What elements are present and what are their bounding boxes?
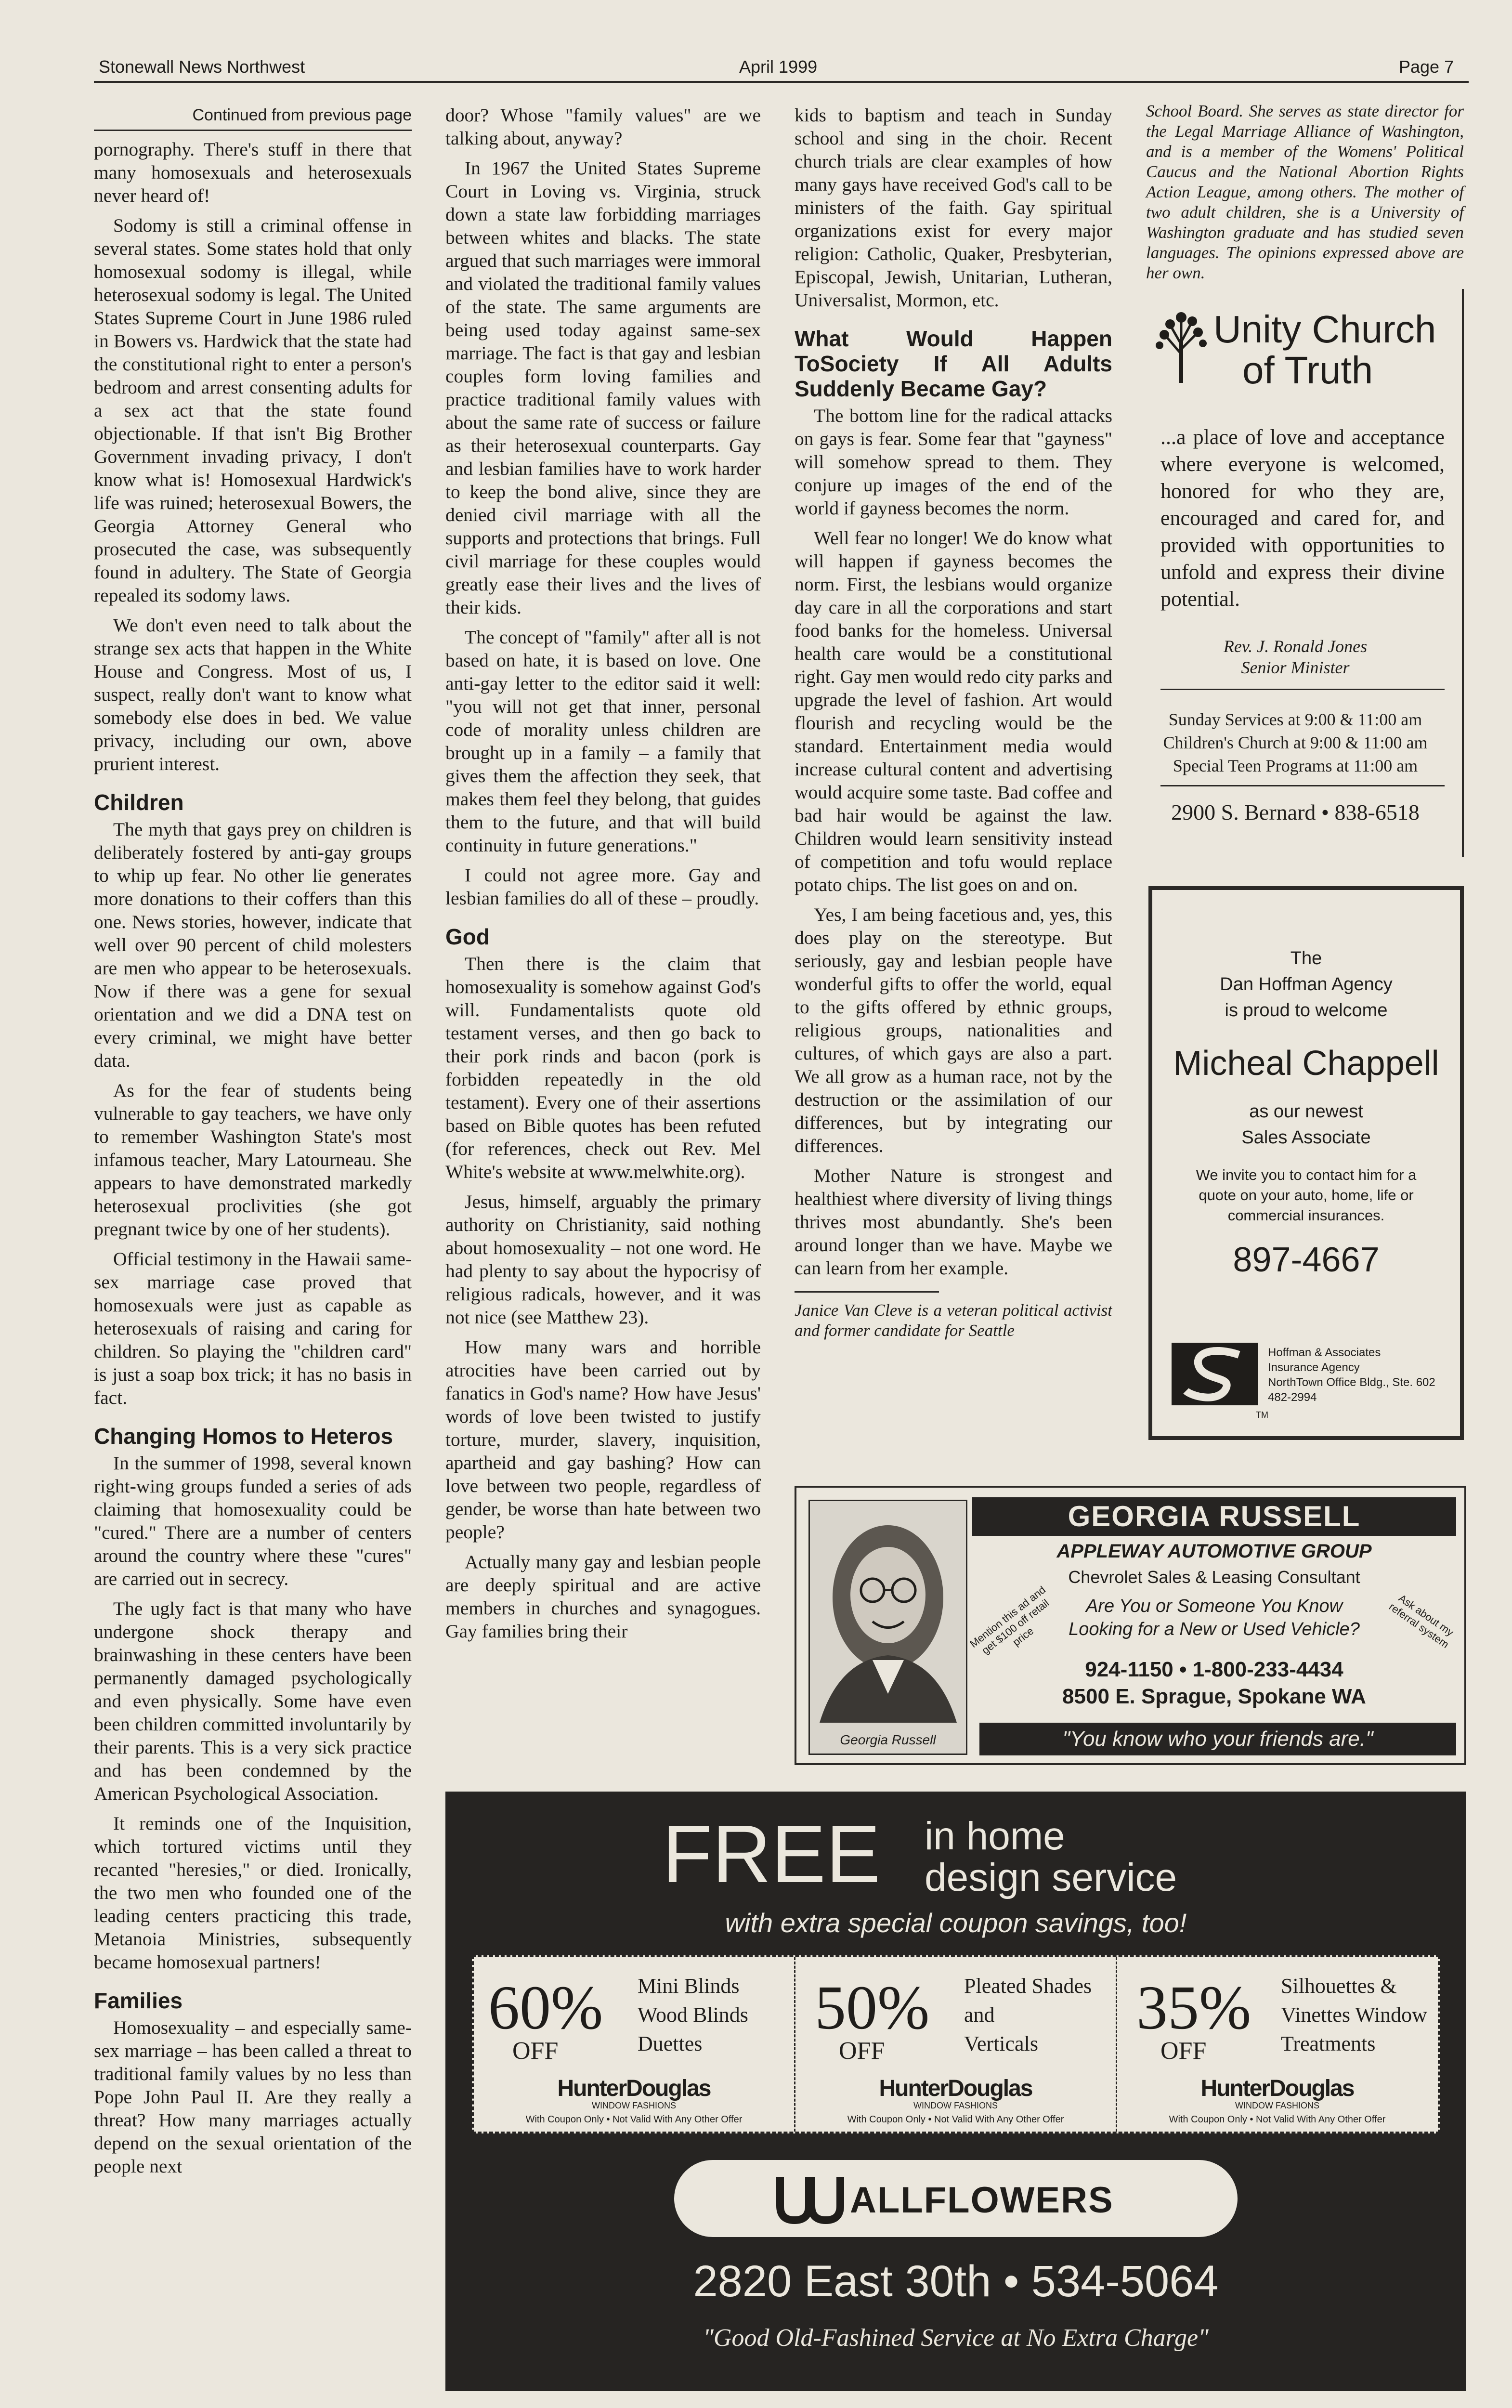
hoffman-line-5: Sales Associate (1241, 1127, 1371, 1148)
column-4 (1146, 101, 1464, 290)
coupon-fine-print: With Coupon Only • Not Valid With Any Other Offer (1169, 2114, 1386, 2125)
coupon-item: Pleated Shades (964, 1974, 1092, 1998)
coupon-item: Duettes (638, 2032, 703, 2055)
paragraph: The concept of "family" after all is not based on hate, it is based on love. One anti-gay letter to the editor said it well: "you will not get that inner, personal code of morality unless children are brought up in a family – a family that gives them the affection they seek, that makes them feel they belong, that guides them to the future, and that will build continuity in future generations." (445, 627, 761, 856)
brand-sub: WINDOW FASHIONS (913, 2101, 998, 2110)
coupon-35[interactable] (1117, 1957, 1437, 2132)
georgia-address: 8500 E. Sprague, Spokane WA (1062, 1685, 1366, 1708)
coupon-fine-print: With Coupon Only • Not Valid With Any Other Offer (525, 2114, 743, 2125)
coupon-item: Vinettes Window (1281, 2003, 1427, 2027)
subhead-what-would-happen: What Would Happen ToSociety If All Adults Suddenly Became Gay? (795, 326, 1112, 401)
brand-sub: WINDOW FASHIONS (1235, 2101, 1319, 2110)
subhead-families: Families (94, 1988, 183, 2013)
service-times-3: Special Teen Programs at 11:00 am (1173, 756, 1418, 775)
minister-title: Senior Minister (1241, 658, 1350, 677)
coupon-fine-print: With Coupon Only • Not Valid With Any Other Offer (847, 2114, 1064, 2125)
paragraph: Official testimony in the Hawaii same-sex marriage case proved that homosexuals were just as capable as heterosexuals of raising and caring for children. So playing the "children card" is just a soap box trick; it has no basis in fact. (94, 1248, 412, 1408)
coupon-savings-line: with extra special coupon savings, too! (725, 1908, 1187, 1938)
paragraph: door? Whose "family values" are we talking about, anyway? (445, 105, 761, 149)
hunter-douglas-logo: HunterDouglas (879, 2076, 1032, 2101)
service-times-1: Sunday Services at 9:00 & 11:00 am (1168, 710, 1422, 729)
hoffman-agency-ad (1148, 886, 1464, 1440)
hoffman-small-1: Hoffman & Associates (1268, 1346, 1381, 1359)
paragraph: We don't even need to talk about the strange sex acts that happen in the White House and Congress. Most of us, I suspect, really don't want to know what somebody else does in bed. We value privacy, including our own, above prurient interest. (94, 615, 412, 774)
hoffman-line-2: Dan Hoffman Agency (1220, 974, 1393, 995)
subhead-children: Children (94, 790, 184, 815)
hunter-douglas-logo: HunterDouglas (557, 2076, 711, 2101)
coupon-percent: 35% (1136, 1973, 1251, 2042)
paragraph: It reminds one of the Inquisition, which tortured victims until they recanted "heresies," or died. Ironically, the two men who founded one of the leading centers practicing this trade, Metanoia Ministries, subsequently became homosexual partners! (94, 1813, 412, 1973)
header-rule (94, 81, 1469, 83)
author-bio: Janice Van Cleve is a veteran political activist and former candidate for Seattle (795, 1301, 1112, 1340)
hoffman-invite: We invite you to contact him for a quote on your auto, home, life or commercial insurances. (1196, 1166, 1417, 1224)
paragraph: How many wars and horrible atrocities have been carried out by fanatics in God's name? How have Jesus' words of love been twisted to justify torture, murder, slavery, inquisition, apartheid and gay bashing? How can love between two people, regardless of gender, be worse than hate between two people? (445, 1336, 761, 1543)
paragraph: Jesus, himself, arguably the primary authority on Christianity, said nothing about homosexuality – not one word. He had plenty to say about the hypocrisy of religious radicals, however, and it was not nice (see Matthew 23). (445, 1191, 761, 1328)
coupon-percent: 60% (488, 1973, 603, 2042)
paragraph: The ugly fact is that many who have undergone shock therapy and brainwashing in these centers have been permanently damaged psychologically and even physically. Some have even been children committed involuntarily by their parents. This is a very sick practice and has been condemned by the American Psychological Association. (94, 1598, 412, 1804)
minister-name: Rev. J. Ronald Jones (1223, 637, 1368, 656)
referral-note: Ask about my referral system (1387, 1592, 1456, 1651)
associate-name: Micheal Chappell (1173, 1044, 1439, 1083)
wallflowers-address: 2820 East 30th • 534-5064 (693, 2257, 1219, 2306)
author-bio-cont: School Board. She serves as state director for the Legal Marriage Alliance of Washington, and is a member of the Womens' Political Caucus and the National Abortion Rights Action League, among others. The mother of two adult children, she is a University of Washington graduate and has studied seven languages. The opinions expressed above are her own. (1146, 102, 1464, 282)
paragraph: The bottom line for the radical attacks on gays is fear. Some fear that "gayness" will somehow spread to them. They conjure up images of the end of the world if gayness becomes the norm. (795, 405, 1112, 519)
hoffman-small-3: NorthTown Office Bldg., Ste. 602 (1268, 1376, 1435, 1389)
dealer-group: APPLEWAY AUTOMOTIVE GROUP (1056, 1541, 1372, 1562)
paragraph: Then there is the claim that homosexuality is somehow against God's will. Fundamentalists quote old testament verses, and then go back to their pork rinds and bacon (pork is forbidden repeatedly in the old testament). Every one of their assertions based on Bible quotes has been refuted (for references, check out Rev. Mel White's website at www.melwhite.org). (445, 953, 761, 1182)
wallflowers-logo (674, 2160, 1238, 2237)
hoffman-logo-icon (1172, 1343, 1258, 1405)
paragraph: Sodomy is still a criminal offense in several states. Some states hold that only homosexual sodomy is illegal, while heterosexual sodomy is legal. The United States Supreme Court in June 1986 ruled in Bowers vs. Hardwick that the state had the constitutional right to enter a person's bedroom and arrest consenting adults for a sex act that the state found objectionable. If that isn't Big Brother Government invading privacy, I don't know what is! Homosexual Hardwick's life was ruined; heterosexual Bowers, the Georgia Attorney General who prosecuted the case, was subsequently found in adultery. The State of Georgia repealed its sodomy laws. (94, 215, 412, 606)
hoffman-line-4: as our newest (1249, 1101, 1363, 1122)
free-subline-1: in home (925, 1814, 1065, 1858)
photo-caption: Georgia Russell (840, 1732, 936, 1747)
coupon-item: Mini Blinds (638, 1974, 740, 1998)
coupon-off: OFF (512, 2037, 559, 2065)
paragraph: kids to baptism and teach in Sunday school and sing in the choir. Recent church trials are clear examples of how many gays have received God's call to be ministers of the faith. Gay spiritual organizations exist for every major religion: Catholic, Quaker, Presbyterian, Episcopal, Jewish, Unitarian, Lutheran, Universalist, Mormon, etc. (795, 105, 1112, 311)
coupon-item: Wood Blinds (638, 2003, 748, 2027)
brand-sub: WINDOW FASHIONS (592, 2101, 676, 2110)
coupon-item: Silhouettes & (1281, 1974, 1397, 1998)
paragraph: The myth that gays prey on children is deliberately fostered by anti-gay groups to whip up fear. No other lie generates more donations to their coffers than this one. News stories, however, indicate that well over 90 percent of child molesters are men who appear to be heterosexuals. Now if there was a gene for sexual orientation and we did a DNA test on every criminal, we might have better data. (94, 819, 412, 1071)
church-tagline: ...a place of love and acceptance where everyone is welcomed, honored for who they are, encouraged and cared for, and provided with opportunities to unfold and express their divine potential. (1160, 425, 1445, 611)
column-3 (795, 104, 1112, 1462)
coupon-item: and (964, 2003, 995, 2027)
paragraph: Homosexuality – and especially same-sex marriage – has been called a threat to traditional family values by no less than Pope John Paul II. Are they really a threat? How many marriages actually depend on the sexual orientation of the people next (94, 2017, 412, 2177)
hoffman-small-2: Insurance Agency (1268, 1361, 1360, 1374)
georgia-phones: 924-1150 • 1-800-233-4434 (1085, 1658, 1343, 1681)
coupon-off: OFF (1160, 2037, 1207, 2065)
coupon-strip (472, 1955, 1440, 2133)
paragraph: I could not agree more. Gay and lesbian families do all of these – proudly. (445, 864, 761, 909)
continued-note: Continued from previous page (94, 104, 412, 131)
issue-date: April 1999 (739, 57, 818, 77)
tree-icon (1155, 311, 1208, 383)
paragraph: In the summer of 1998, several known right-wing groups funded a series of ads claiming that homosexuality could be "cured." There are a number of centers around the country where these "cures" are carried out in secrecy. (94, 1453, 412, 1589)
coupon-item: Treatments (1281, 2032, 1376, 2055)
wallflowers-w-icon (775, 2172, 847, 2225)
hoffman-small-4: 482-2994 (1268, 1391, 1317, 1404)
wallflowers-slogan: "Good Old-Fashined Service at No Extra Charge" (703, 2324, 1209, 2352)
paragraph: Well fear no longer! We do know what will happen if gayness becomes the norm. First, the lesbians would organize day care in all the corporations and start food banks for the homeless. Universal health care would be a constitutional right. Gay men would redo city parks and upgrade the level of fashion. Art would flourish and recycling would be the standard. Entertainment media would increase cultural content and advertising would acquire some taste. Bad coffee and bad hair would be against the law. Children would learn sensitivity instead of competition and tofu would replace potato chips. The list goes on and on. (795, 527, 1112, 895)
page-number: Page 7 (1399, 57, 1454, 77)
hunter-douglas-logo: HunterDouglas (1200, 2076, 1354, 2101)
service-times-2: Children's Church at 9:00 & 11:00 am (1163, 733, 1428, 752)
paragraph: Mother Nature is strongest and healthiest where diversity of living things thrives most abundantly. She's been around longer than we have. Maybe we can learn from her example. (795, 1165, 1112, 1279)
coupon-item: Verticals (964, 2032, 1038, 2055)
free-headline: FREE (662, 1808, 881, 1900)
publication-name: Stonewall News Northwest (99, 57, 305, 77)
hoffman-line-3: is proud to welcome (1225, 1000, 1388, 1021)
church-address: 2900 S. Bernard • 838-6518 (1171, 800, 1420, 824)
coupon-off: OFF (839, 2037, 885, 2065)
column-2 (445, 104, 761, 1649)
hoffman-line-1: The (1290, 948, 1322, 968)
georgia-role: Chevrolet Sales & Leasing Consultant (1068, 1567, 1360, 1587)
georgia-slogan: "You know who your friends are." (979, 1723, 1456, 1755)
bio-rule (795, 1291, 939, 1293)
georgia-name-banner: GEORGIA RUSSELL (972, 1497, 1456, 1536)
paragraph: In 1967 the United States Supreme Court in Loving vs. Virginia, struck down a state law forbidding marriages between whites and blacks. The state argued that such marriages were immoral and violated the traditional family values of the state. The same arguments are being used today against same-sex marriage. The fact is that gay and lesbian couples form loving families and practice traditional family values with about the same rate of success or failure as their heterosexual counterparts. Gay and lesbian families have to work harder to keep the bond alive, since they are denied civil marriage with all the supports and protections that brings. Full civil marriage for these couples would greatly ease their lives and the lives of their kids. (445, 157, 761, 618)
coupon-percent: 50% (815, 1973, 930, 2042)
trademark: TM (1256, 1410, 1268, 1420)
church-name-2: of Truth (1242, 349, 1373, 392)
subhead-changing: Changing Homos to Heteros (94, 1424, 393, 1449)
column-1 (94, 104, 412, 2185)
paragraph: Actually many gay and lesbian people are deeply spiritual and are active members in churches and synagogues. Gay families bring their (445, 1551, 761, 1642)
question-2: Looking for a New or Used Vehicle? (1069, 1619, 1360, 1639)
unity-church-ad (1146, 289, 1464, 857)
mention-ad-offer: Mention this ad and get $100 off retail price (967, 1584, 1052, 1657)
question-1: Are You or Someone You Know (1085, 1596, 1343, 1616)
georgia-russell-ad (795, 1486, 1466, 1765)
paragraph: As for the fear of students being vulnerable to gay teachers, we have only to remember Washington State's most infamous teacher, Mary Latourneau. She appears to have demonstrated markedly heterosexual proclivities (she got pregnant twice by one of her students). (94, 1080, 412, 1240)
subhead-god: God (445, 924, 490, 949)
portrait-photo (808, 1500, 967, 1755)
hoffman-phone: 897-4667 (1233, 1241, 1380, 1279)
coupon-60[interactable] (474, 1957, 795, 2132)
coupon-50[interactable] (795, 1957, 1117, 2132)
free-subline-2: design service (925, 1856, 1177, 1899)
paragraph: Yes, I am being facetious and, yes, this does play on the stereotype. But seriously, gay and lesbian people have wonderful gifts to offer the world, equal to the gifts offered by ethnic groups, religious groups, nationalities and cultures, of which gays are also a part. We all grow as a human race, not by the destruction or the assimilation of our differences, but by integrating our differences. (795, 904, 1112, 1156)
wallflowers-name: ALLFLOWERS (850, 2180, 1114, 2221)
paragraph: pornography. There's stuff in there that many homosexuals and heterosexuals never heard of! (94, 139, 412, 206)
wallflowers-ad (445, 1792, 1466, 2391)
church-name-1: Unity Church (1213, 308, 1436, 351)
